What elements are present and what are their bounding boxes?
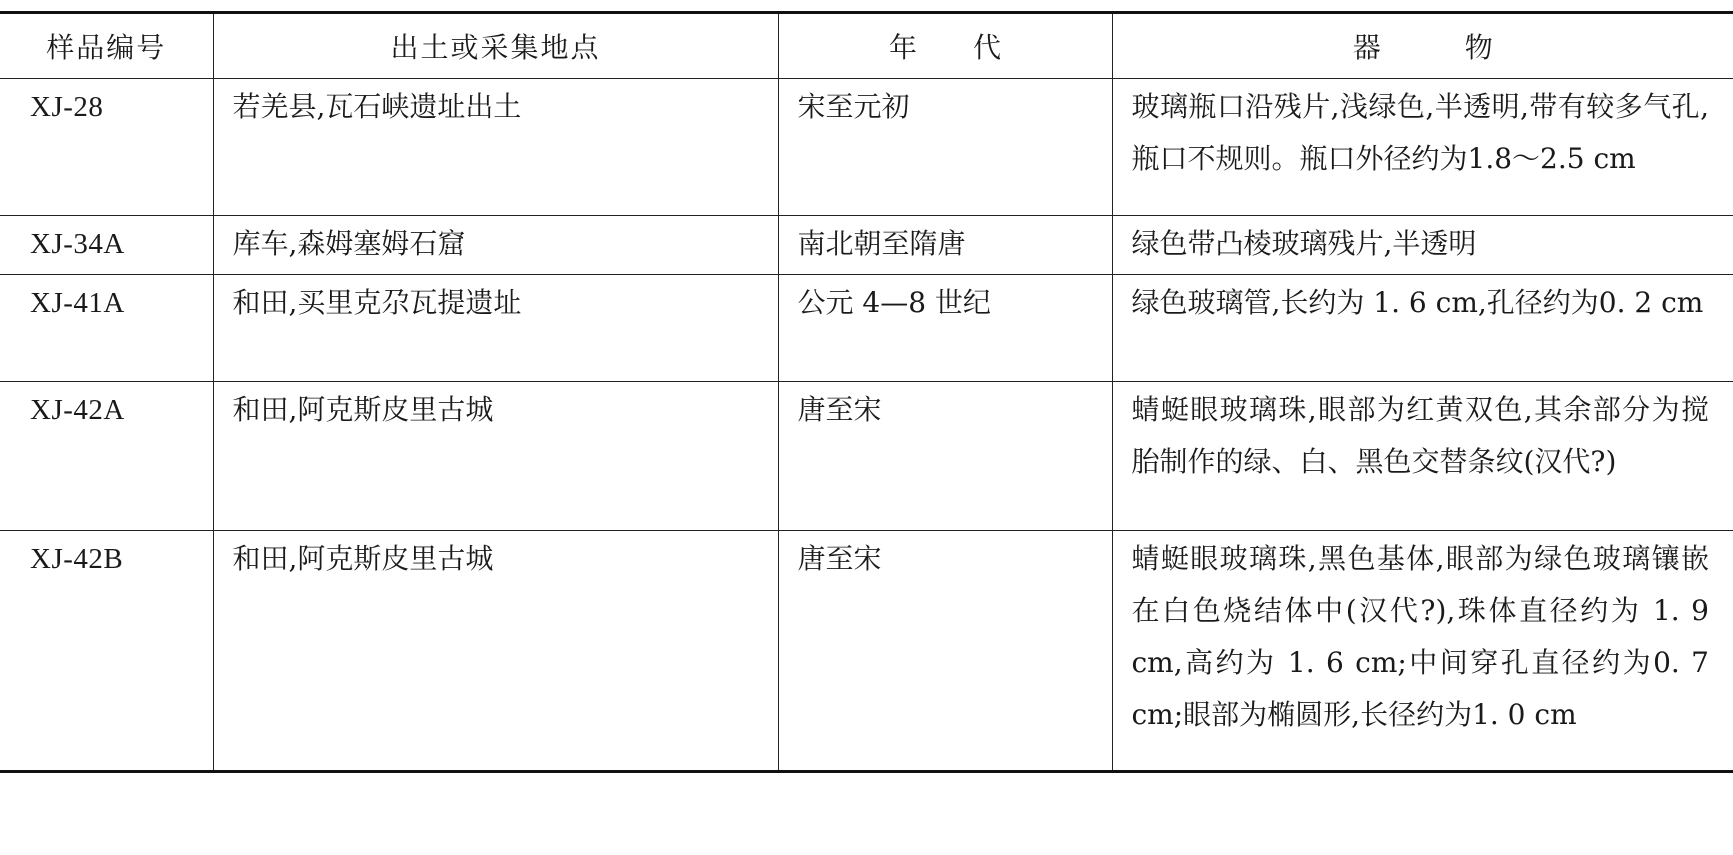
table-header [0,13,1733,79]
location-cell [213,382,778,531]
table-body [0,79,1733,772]
header-period: 年 代 [888,31,1001,64]
sample-id-cell [0,531,213,772]
artifact-cell [1112,382,1733,531]
artifact-description: 玻璃瓶口沿残片,浅绿色,半透明,带有较多气孔,瓶口不规则。瓶口外径约为1.8～2.5 cm [1131,90,1709,175]
period: 唐至宋 [797,542,882,575]
location: 库车,森姆塞姆石窟 [232,227,466,260]
location: 若羌县,瓦石峡遗址出土 [232,90,522,123]
sample-id: XJ-41A [30,287,125,319]
sample-id: XJ-28 [30,91,104,123]
period-cell [778,216,1112,275]
header-row [0,13,1733,79]
artifact-cell [1112,275,1733,382]
table-row [0,79,1733,216]
period: 唐至宋 [797,393,882,426]
glass-artifact-table [0,11,1733,773]
location-cell [213,79,778,216]
sample-id-cell [0,216,213,275]
period-cell [778,531,1112,772]
header-artifact: 器 物 [1352,31,1493,64]
location: 和田,买里克尕瓦提遗址 [232,286,522,319]
sample-id: XJ-42A [30,394,125,426]
table-row [0,531,1733,772]
table-row [0,275,1733,382]
period: 南北朝至隋唐 [797,227,966,260]
header-artifact-cell [1112,13,1733,79]
sample-id: XJ-42B [30,543,124,575]
artifact-table-container [0,11,1733,773]
sample-id-cell [0,382,213,531]
sample-id: XJ-34A [30,228,125,260]
location-cell [213,531,778,772]
artifact-description: 蜻蜓眼玻璃珠,黑色基体,眼部为绿色玻璃镶嵌在白色烧结体中(汉代?),珠体直径约为 1. 9 cm,高约为 1. 6 cm;中间穿孔直径约为0. 7 cm;眼部为椭圆形,长径约为1. 0 cm [1131,542,1709,731]
location-cell [213,275,778,382]
period-cell [778,275,1112,382]
period-cell [778,79,1112,216]
location: 和田,阿克斯皮里古城 [232,542,494,575]
location-cell [213,216,778,275]
header-sample-id: 样品编号 [0,13,213,79]
period-cell [778,382,1112,531]
location: 和田,阿克斯皮里古城 [232,393,494,426]
sample-id-cell [0,275,213,382]
artifact-cell [1112,216,1733,275]
artifact-description: 蜻蜓眼玻璃珠,眼部为红黄双色,其余部分为搅胎制作的绿、白、黑色交替条纹(汉代?) [1131,393,1709,478]
period: 宋至元初 [797,90,910,123]
table-row [0,382,1733,531]
table-row [0,216,1733,275]
artifact-cell [1112,531,1733,772]
header-location: 出土或采集地点 [213,13,778,79]
artifact-description: 绿色带凸棱玻璃残片,半透明 [1131,227,1477,260]
header-period-cell [778,13,1112,79]
sample-id-cell [0,79,213,216]
artifact-description: 绿色玻璃管,长约为 1. 6 cm,孔径约为0. 2 cm [1131,286,1704,319]
period: 公元 4—8 世纪 [797,286,991,319]
artifact-cell [1112,79,1733,216]
